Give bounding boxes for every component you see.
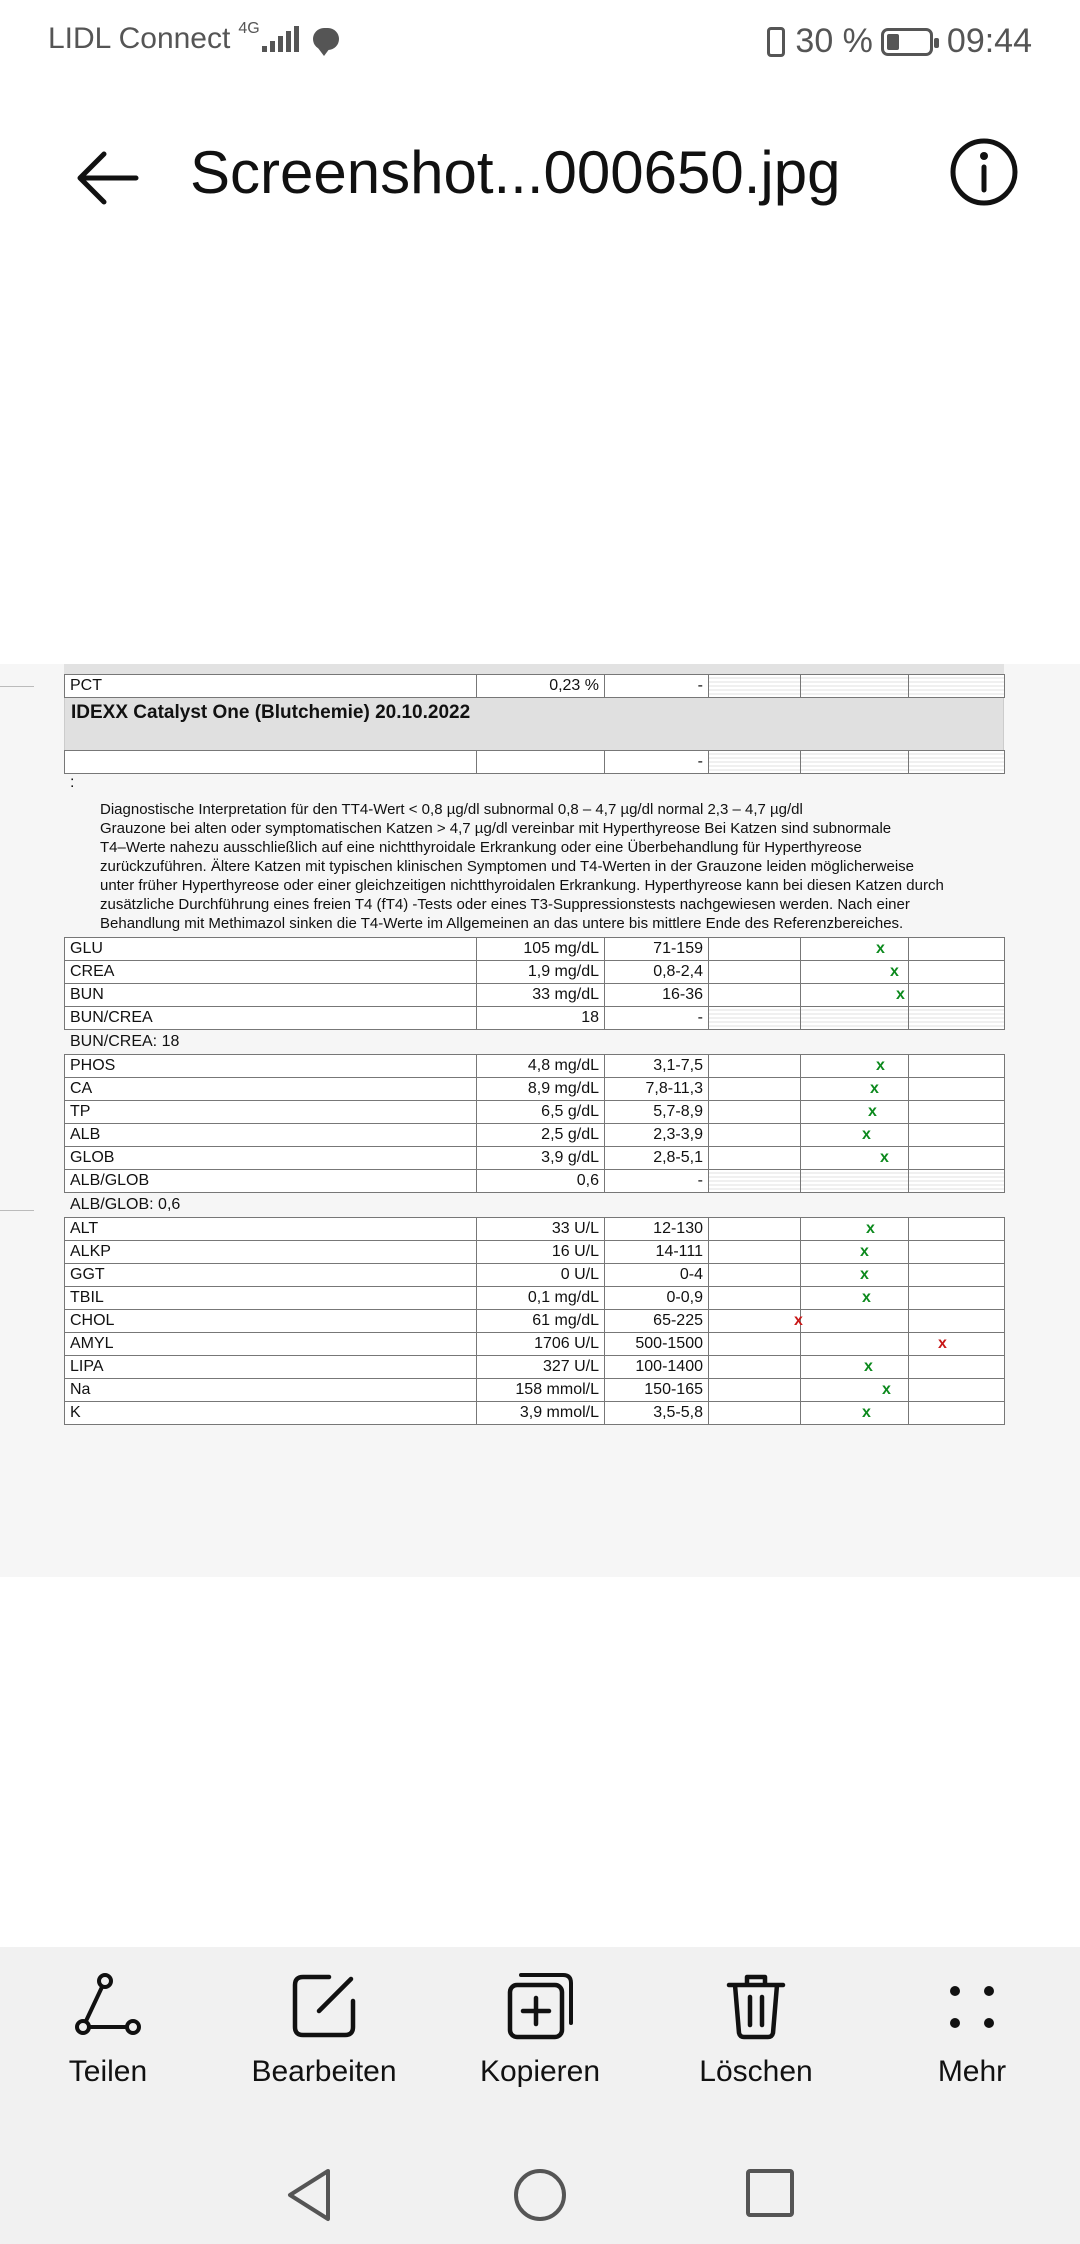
battery-percent: 30 %: [795, 22, 873, 60]
result-normal-cell: [801, 1356, 909, 1379]
nav-back-icon[interactable]: [284, 2167, 334, 2223]
test-reference: 5,7-8,9: [605, 1101, 709, 1124]
test-reference: 2,3-3,9: [605, 1124, 709, 1147]
test-reference: 14-111: [605, 1241, 709, 1264]
test-name: CREA: [65, 961, 477, 984]
test-reference: 0,8-2,4: [605, 961, 709, 984]
section-title: IDEXX Catalyst One (Blutchemie) 20.10.2022: [64, 698, 1004, 750]
test-value: 2,5 g/dL: [477, 1124, 605, 1147]
result-normal-cell: [801, 1402, 909, 1425]
delete-label: Löschen: [699, 2055, 813, 2088]
test-reference: 71-159: [605, 938, 709, 961]
test-reference: 0-4: [605, 1264, 709, 1287]
result-mark: x: [882, 1381, 891, 1398]
result-high-cell: [909, 1170, 1005, 1193]
test-name: ALB/GLOB: [65, 1170, 477, 1193]
result-low-cell: [709, 1101, 801, 1124]
clock: 09:44: [946, 22, 1032, 60]
test-value: 4,8 mg/dL: [477, 1055, 605, 1078]
result-low-cell: [709, 1287, 801, 1310]
copy-icon: [505, 1971, 575, 2041]
test-value: 3,9 mmol/L: [477, 1402, 605, 1425]
test-name: PCT: [65, 675, 477, 698]
edit-icon: [289, 1971, 359, 2041]
test-name: CHOL: [65, 1310, 477, 1333]
interpretation-text: [64, 796, 1004, 937]
test-value: 0,6: [477, 1170, 605, 1193]
result-high-cell: [909, 1356, 1005, 1379]
results-table-1: [64, 937, 1005, 1030]
nav-recents-icon[interactable]: [744, 2167, 796, 2219]
table-row: [65, 1264, 1005, 1287]
result-normal-cell: [801, 1147, 909, 1170]
result-high-cell: [909, 1264, 1005, 1287]
test-reference: 2,8-5,1: [605, 1147, 709, 1170]
result-low-cell: [709, 984, 801, 1007]
test-name: ALKP: [65, 1241, 477, 1264]
result-high-cell: [909, 961, 1005, 984]
test-reference: 100-1400: [605, 1356, 709, 1379]
test-reference: 16-36: [605, 984, 709, 1007]
result-high-cell: [909, 1101, 1005, 1124]
result-low-cell: [709, 1007, 801, 1030]
table-row: [65, 751, 1005, 774]
table-row: [65, 1379, 1005, 1402]
result-low-cell: [709, 1379, 801, 1402]
test-name: GLOB: [65, 1147, 477, 1170]
result-low-cell: [709, 1078, 801, 1101]
copy-button[interactable]: [432, 1971, 648, 2089]
test-name: Na: [65, 1379, 477, 1402]
test-value: 16 U/L: [477, 1241, 605, 1264]
empty-table: [64, 750, 1005, 774]
result-high-cell: [909, 1287, 1005, 1310]
result-high-cell: [909, 1124, 1005, 1147]
result-low-cell: [709, 1147, 801, 1170]
copy-label: Kopieren: [479, 2055, 601, 2088]
test-value: 8,9 mg/dL: [477, 1078, 605, 1101]
test-reference: 3,5-5,8: [605, 1402, 709, 1425]
app-header: [0, 100, 1080, 250]
delete-button[interactable]: [648, 1971, 864, 2089]
result-normal-cell: [801, 938, 909, 961]
table-row: [65, 1055, 1005, 1078]
test-value: 61 mg/dL: [477, 1310, 605, 1333]
test-name: TP: [65, 1101, 477, 1124]
table-row: [65, 961, 1005, 984]
test-reference: -: [605, 675, 709, 698]
test-name: ALB: [65, 1124, 477, 1147]
result-normal-cell: [801, 984, 909, 1007]
edit-button[interactable]: [216, 1971, 432, 2089]
result-low-cell: [709, 1170, 801, 1193]
test-value: 33 U/L: [477, 1218, 605, 1241]
test-reference: 0-0,9: [605, 1287, 709, 1310]
table-row: [65, 675, 1005, 698]
result-high-cell: [909, 1379, 1005, 1402]
ratio-note: ALB/GLOB: 0,6: [70, 1196, 181, 1213]
result-normal-cell: [801, 1333, 909, 1356]
result-low-cell: [709, 1218, 801, 1241]
test-name: TBIL: [65, 1287, 477, 1310]
more-icon: [937, 1971, 1007, 2041]
test-name: CA: [65, 1078, 477, 1101]
result-high-cell: [909, 1402, 1005, 1425]
result-mark: x: [862, 1126, 871, 1143]
table-row: [65, 1333, 1005, 1356]
test-value: 1,9 mg/dL: [477, 961, 605, 984]
battery-icon: [881, 28, 933, 56]
test-value: 1706 U/L: [477, 1333, 605, 1356]
interpretation-line: Diagnostische Interpretation für den TT4-Wert < 0,8 µg/dl subnormal 0,8 – 4,7 µg/dl normal 2,3 – 4,7 µg/dl: [100, 801, 803, 818]
result-low-cell: [709, 1264, 801, 1287]
interpretation-line: T4–Werte nahezu ausschließlich auf eine nichtthyroidale Erkrankung oder eine Überbehandlung für Hyperthyreose: [100, 839, 862, 856]
result-normal-cell: [801, 1310, 909, 1333]
pct-table: [64, 674, 1005, 698]
result-high-cell: [909, 1310, 1005, 1333]
carrier-name: LIDL Connect: [48, 22, 231, 55]
network-type: 4G: [238, 20, 260, 37]
result-high-cell: [909, 1078, 1005, 1101]
result-low-cell: [709, 1333, 801, 1356]
report-top-bar: [64, 664, 1004, 674]
table-row: [65, 1356, 1005, 1379]
table-row: [65, 1170, 1005, 1193]
test-name: BUN: [65, 984, 477, 1007]
result-high-cell: [909, 1147, 1005, 1170]
test-name: GGT: [65, 1264, 477, 1287]
result-high-cell: [909, 1055, 1005, 1078]
test-reference: -: [605, 1170, 709, 1193]
result-low-cell: [709, 938, 801, 961]
test-name: AMYL: [65, 1333, 477, 1356]
result-low-cell: [709, 1055, 801, 1078]
test-name: PHOS: [65, 1055, 477, 1078]
result-low-cell: [709, 961, 801, 984]
result-mark: x: [896, 986, 905, 1003]
result-normal-cell: [801, 1124, 909, 1147]
table-row: [65, 1287, 1005, 1310]
result-mark: x: [794, 1312, 803, 1329]
info-icon[interactable]: [948, 136, 1020, 208]
result-normal-cell: [801, 961, 909, 984]
more-label: Mehr: [937, 2055, 1007, 2088]
result-mark: x: [880, 1149, 889, 1166]
status-bar: [0, 0, 1080, 86]
ratio-note: BUN/CREA: 18: [70, 1033, 180, 1050]
test-reference: 3,1-7,5: [605, 1055, 709, 1078]
table-row: [65, 1241, 1005, 1264]
result-high-cell: [909, 938, 1005, 961]
table-row: [65, 1218, 1005, 1241]
results-table-3: [64, 1217, 1005, 1425]
result-normal-cell: [801, 1101, 909, 1124]
result-normal-cell: [801, 1241, 909, 1264]
result-mark: x: [876, 1057, 885, 1074]
result-mark: x: [862, 1404, 871, 1421]
result-low-cell: [709, 1310, 801, 1333]
result-mark: x: [890, 963, 899, 980]
test-name: ALT: [65, 1218, 477, 1241]
table-row: [65, 1124, 1005, 1147]
table-row: [65, 1007, 1005, 1030]
result-mark: x: [870, 1080, 879, 1097]
share-icon: [73, 1971, 143, 2041]
test-value: 0 U/L: [477, 1264, 605, 1287]
test-value: 3,9 g/dL: [477, 1147, 605, 1170]
arrow-left-icon[interactable]: [70, 142, 142, 214]
test-reference: -: [605, 751, 709, 774]
result-mark: x: [866, 1220, 875, 1237]
signal-icon: [262, 26, 299, 52]
test-value: 0,1 mg/dL: [477, 1287, 605, 1310]
test-value: 6,5 g/dL: [477, 1101, 605, 1124]
result-normal-cell: [801, 1055, 909, 1078]
test-value: 0,23 %: [477, 675, 605, 698]
result-mark: x: [862, 1289, 871, 1306]
image-viewer[interactable]: [0, 664, 1080, 1577]
test-name: K: [65, 1402, 477, 1425]
colon-marker: :: [70, 774, 75, 791]
result-high-cell: [909, 984, 1005, 1007]
result-low-cell: [709, 1356, 801, 1379]
test-value: 33 mg/dL: [477, 984, 605, 1007]
interpretation-line: Grauzone bei alten oder symptomatischen Katzen > 4,7 µg/dl vereinbar mit Hyperthyreose Bei Katzen sind subnormale: [100, 820, 892, 837]
result-mark: x: [860, 1266, 869, 1283]
result-normal-cell: [801, 1218, 909, 1241]
result-mark: x: [860, 1243, 869, 1260]
edit-label: Bearbeiten: [251, 2055, 397, 2088]
result-mark: x: [868, 1103, 877, 1120]
result-normal-cell: [801, 1379, 909, 1402]
test-reference: -: [605, 1007, 709, 1030]
test-reference: 65-225: [605, 1310, 709, 1333]
result-normal-cell: [801, 1170, 909, 1193]
edge-line: [0, 1210, 34, 1211]
test-value: 105 mg/dL: [477, 938, 605, 961]
trash-icon: [721, 1971, 791, 2041]
result-normal-cell: [801, 1287, 909, 1310]
share-button[interactable]: [0, 1971, 216, 2089]
result-low-cell: [709, 1402, 801, 1425]
vibrate-icon: [767, 27, 785, 57]
results-table-2: [64, 1054, 1005, 1193]
result-normal-cell: [801, 1078, 909, 1101]
result-high-cell: [909, 1333, 1005, 1356]
table-row: [65, 1101, 1005, 1124]
edge-line: [0, 686, 34, 687]
interpretation-line: zusätzliche Durchführung eines freien T4 (fT4) -Tests oder eines T3-Suppressionstests nachgewiesen werden. Nach einer: [100, 896, 910, 913]
test-name: LIPA: [65, 1356, 477, 1379]
lab-report: [64, 664, 1004, 1425]
result-normal-cell: [801, 1264, 909, 1287]
result-high-cell: [909, 1218, 1005, 1241]
result-high-cell: [909, 1241, 1005, 1264]
more-button[interactable]: [864, 1971, 1080, 2089]
test-name: BUN/CREA: [65, 1007, 477, 1030]
table-row: [65, 938, 1005, 961]
test-reference: 150-165: [605, 1379, 709, 1402]
table-row: [65, 1078, 1005, 1101]
result-mark: x: [876, 940, 885, 957]
result-low-cell: [709, 1241, 801, 1264]
share-label: Teilen: [68, 2055, 148, 2088]
table-row: [65, 1310, 1005, 1333]
page-title: Screenshot...000650.jpg: [190, 139, 841, 206]
interpretation-line: Behandlung mit Methimazol sinken die T4-Werte im Allgemeinen an das untere bis mittlere Ende des Referenzbereiches.: [100, 915, 904, 932]
test-reference: 7,8-11,3: [605, 1078, 709, 1101]
result-mark: x: [864, 1358, 873, 1375]
interpretation-line: zurückzuführen. Ältere Katzen mit typischen klinischen Symptomen und T4-Werten in der Grauzone leiden möglicherweise: [100, 858, 915, 875]
result-normal-cell: [801, 1007, 909, 1030]
result-mark: x: [938, 1335, 947, 1352]
test-value: 18: [477, 1007, 605, 1030]
test-reference: 500-1500: [605, 1333, 709, 1356]
interpretation-line: unter früher Hyperthyreose oder einer gleichzeitigen nichtthyroidalen Erkrankung. Hyperthyreose kann bei diesen Katzen durch: [100, 877, 944, 894]
test-value: 158 mmol/L: [477, 1379, 605, 1402]
nav-home-icon[interactable]: [512, 2167, 568, 2223]
table-row: [65, 1147, 1005, 1170]
result-low-cell: [709, 1124, 801, 1147]
test-name: GLU: [65, 938, 477, 961]
test-reference: 12-130: [605, 1218, 709, 1241]
table-row: [65, 1402, 1005, 1425]
test-value: 327 U/L: [477, 1356, 605, 1379]
result-high-cell: [909, 1007, 1005, 1030]
message-icon: [313, 28, 339, 50]
table-row: [65, 984, 1005, 1007]
